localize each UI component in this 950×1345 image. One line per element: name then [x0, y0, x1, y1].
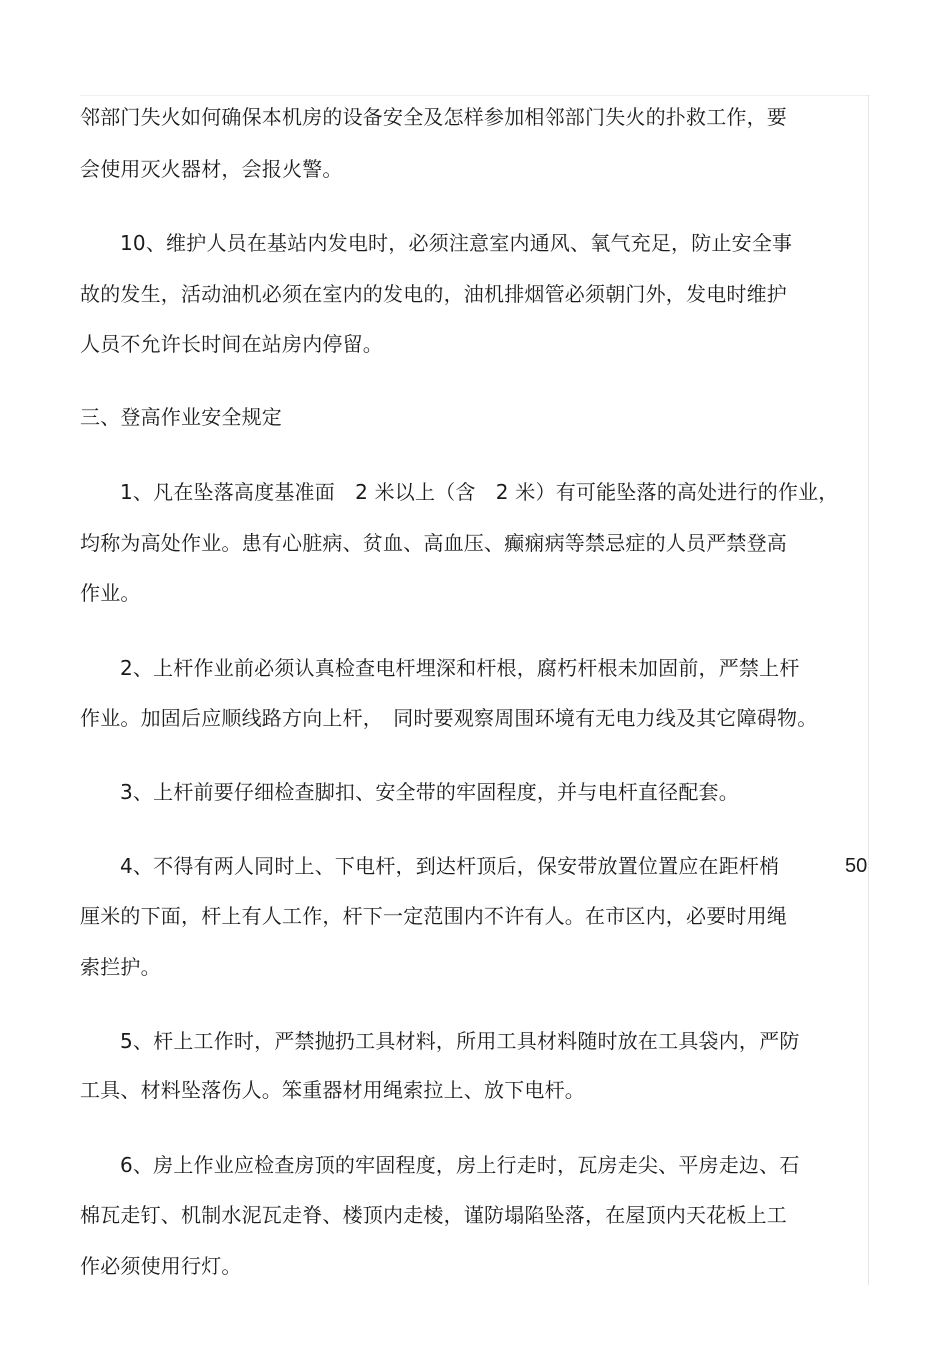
text-line: 作业。加固后应顺线路方向上杆， 同时要观察周围环境有无电力线及其它障碍物。 [80, 706, 818, 730]
text-line: 索拦护。 [80, 955, 161, 979]
text-line: 邻部门失火如何确保本机房的设备安全及怎样参加相邻部门失火的扑救工作，要 [80, 105, 787, 129]
text-line: 作必须使用行灯。 [80, 1254, 242, 1278]
text-line: 10、维护人员在基站内发电时，必须注意室内通风、氧气充足，防止安全事 [120, 231, 793, 255]
text-line: 会使用灭火器材，会报火警。 [80, 157, 343, 181]
text-line: 棉瓦走钉、机制水泥瓦走脊、楼顶内走棱，谨防塌陷坠落，在屋顶内天花板上工 [80, 1203, 787, 1227]
text-line: 4、不得有两人同时上、下电杆，到达杆顶后，保安带放置位置应在距杆梢 [120, 854, 780, 878]
text-line: 3、上杆前要仔细检查脚扣、安全带的牢固程度，并与电杆直径配套。 [120, 780, 739, 804]
text-line: 工具、材料坠落伤人。笨重器材用绳索拉上、放下电杆。 [80, 1078, 585, 1102]
text-line: 故的发生，活动油机必须在室内的发电的，油机排烟管必须朝门外，发电时维护 [80, 282, 787, 306]
text-line: 均称为高处作业。患有心脏病、贫血、高血压、癫痫病等禁忌症的人员严禁登高 [80, 531, 787, 555]
page-border-right [868, 95, 869, 1285]
text-line: 6、房上作业应检查房顶的牢固程度，房上行走时，瓦房走尖、平房走边、石 [120, 1153, 800, 1177]
section-heading: 三、登高作业安全规定 [80, 405, 282, 429]
text-line: 作业。 [80, 581, 141, 605]
text-line: 2、上杆作业前必须认真检查电杆埋深和杆根，腐朽杆根未加固前，严禁上杆 [120, 656, 800, 680]
page-border-top [80, 95, 870, 96]
text-line: 5、杆上工作时，严禁抛扔工具材料，所用工具材料随时放在工具袋内，严防 [120, 1029, 800, 1053]
text-line: 人员不允许长时间在站房内停留。 [80, 332, 383, 356]
text-line: 1、凡在坠落高度基准面 2 米以上（含 2 米）有可能坠落的高处进行的作业， [120, 480, 839, 504]
margin-number: 50 [845, 855, 868, 877]
text-line: 厘米的下面，杆上有人工作，杆下一定范围内不许有人。在市区内，必要时用绳 [80, 904, 787, 928]
